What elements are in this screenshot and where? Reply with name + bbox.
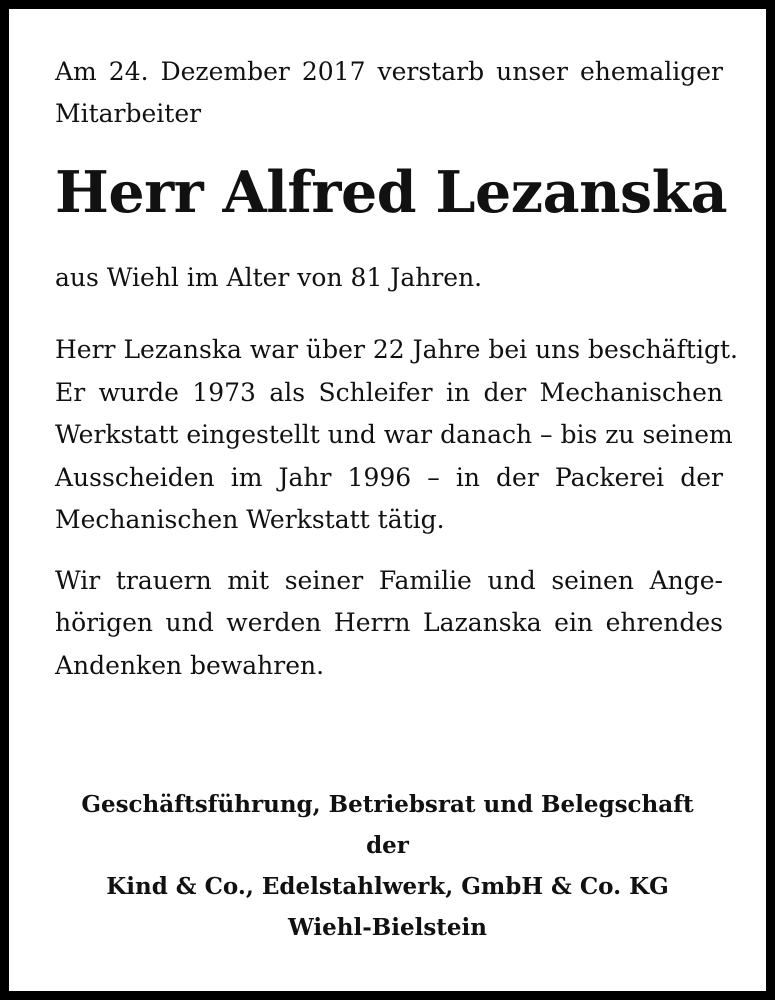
career-line: Herr Lezanska war über 22 Jahre bei uns beschäftigt.	[55, 335, 738, 364]
career-line: Er wurde 1973 als Schleifer in der Mechanischen	[55, 377, 723, 407]
mourning-line: Andenken bewahren.	[55, 650, 325, 680]
signature-line: Kind & Co., Edelstahlwerk, GmbH & Co. KG	[106, 873, 669, 900]
mourning-paragraph	[55, 560, 723, 688]
notice-content	[55, 51, 738, 687]
career-line: Ausscheiden im Jahr 1996 – in der Packerei der	[55, 462, 723, 492]
career-paragraph	[55, 329, 738, 542]
signature-line: Wiehl-Bielstein	[287, 914, 487, 941]
mourning-line: hörigen und werden Herrn Lazanska ein ehrendes	[55, 608, 723, 637]
mourning-line: Wir trauern mit seiner Familie und seinen Ange-	[55, 565, 723, 595]
signature-block	[9, 784, 766, 948]
career-line: Mechanischen Werkstatt tätig.	[55, 505, 445, 534]
intro-text	[55, 51, 723, 135]
intro-line-1: Am 24. Dezember 2017 verstarb unser ehemaliger	[55, 57, 723, 86]
deceased-name: Herr Alfred Lezanska	[55, 159, 728, 226]
career-line: Werkstatt eingestellt und war danach – bis zu seinem	[55, 420, 733, 449]
origin-age-text: aus Wiehl im Alter von 81 Jahren.	[55, 263, 483, 292]
signature-line: Geschäftsführung, Betriebsrat und Belegschaft	[81, 791, 694, 818]
intro-line-2: Mitarbeiter	[55, 99, 202, 128]
signature-line: der	[366, 832, 409, 859]
